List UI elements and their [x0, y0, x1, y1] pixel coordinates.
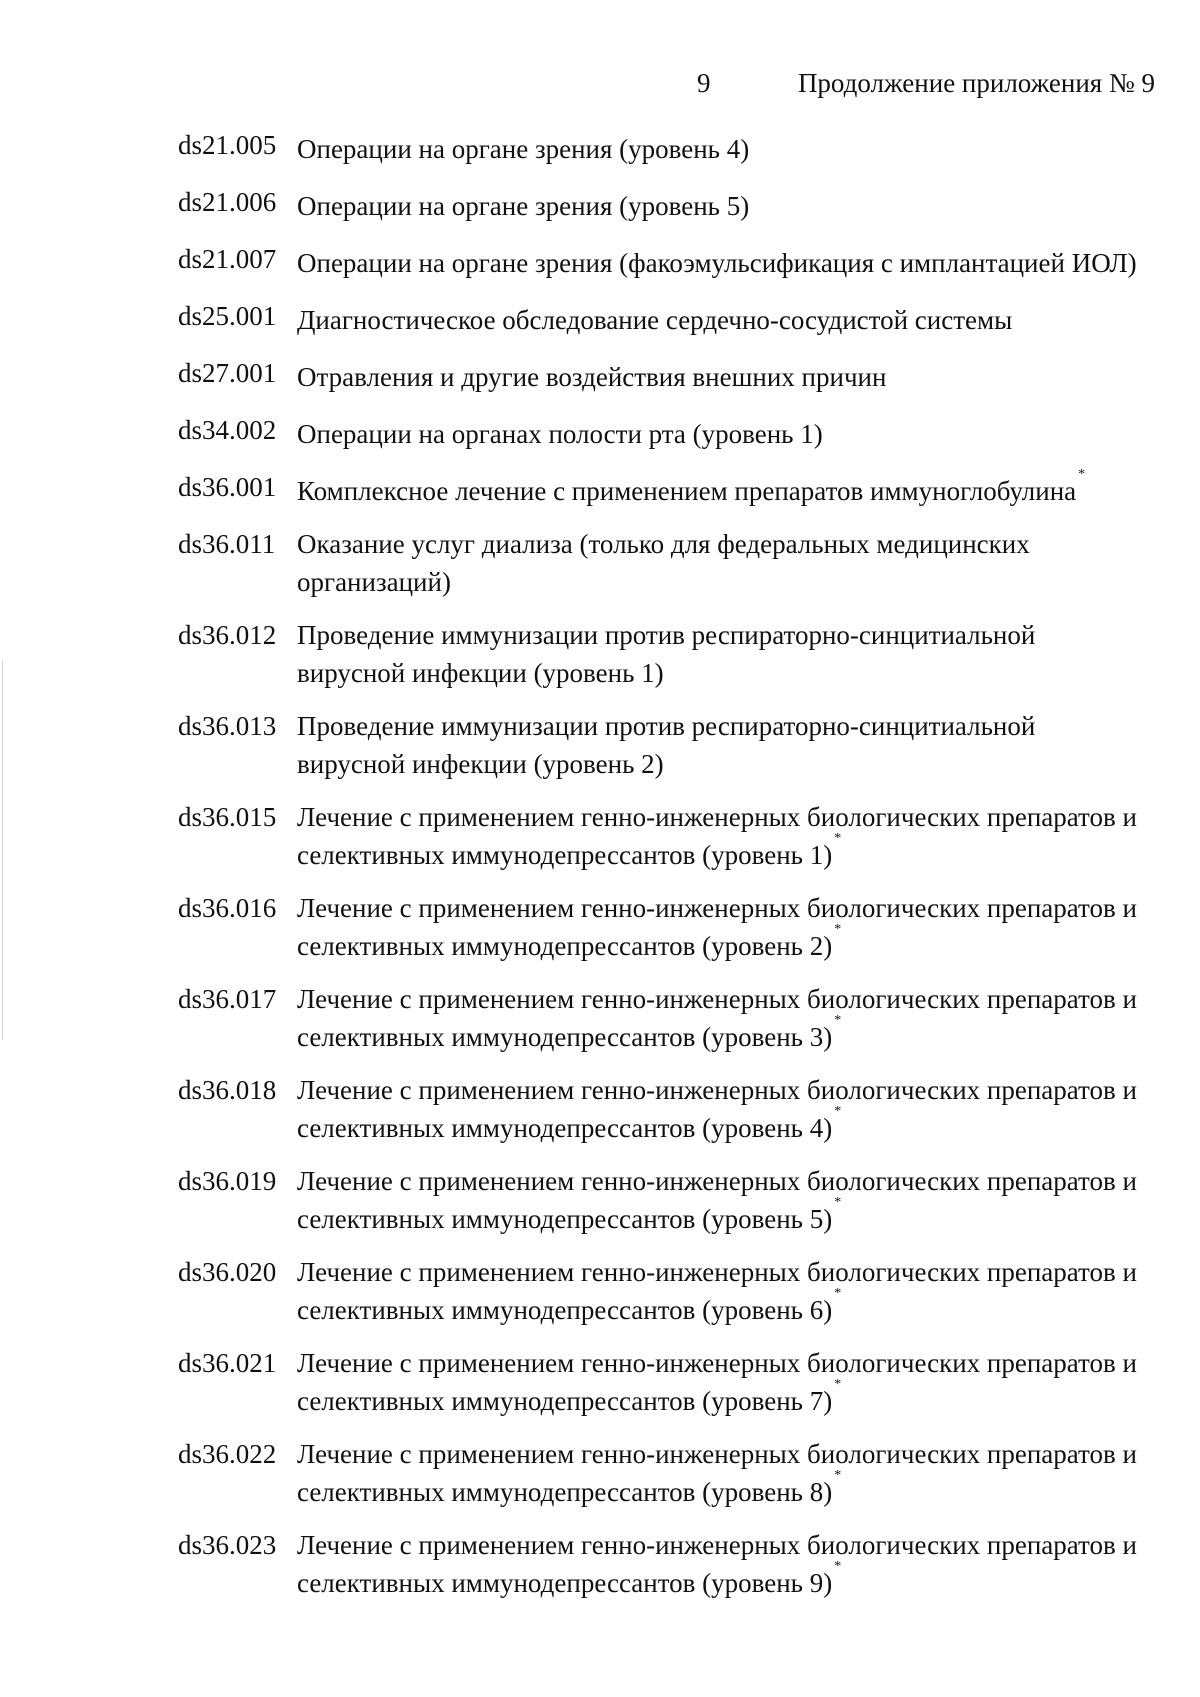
entry-title: Лечение с применением генно-инженерных биологических препаратов и селективных иммунодепрессантов (уровень 7)*	[297, 1348, 1137, 1416]
entry-code: ds36.020	[178, 1257, 277, 1287]
entry-code: ds27.001	[178, 358, 277, 388]
footnote-marker: *	[1078, 467, 1086, 482]
entry-code: ds36.015	[178, 802, 277, 832]
entry-title: Проведение иммунизации против респираторно-синцитиальной вирусной инфекции (уровень 2)	[297, 711, 1036, 779]
page-number: 9	[697, 68, 711, 98]
footnote-marker: *	[834, 1013, 842, 1028]
entry-title: Проведение иммунизации против респираторно-синцитиальной вирусной инфекции (уровень 1)	[297, 620, 1036, 688]
footnote-marker: *	[834, 1559, 842, 1574]
entry-title: Лечение с применением генно-инженерных биологических препаратов и селективных иммунодепрессантов (уровень 5)*	[297, 1166, 1137, 1234]
entry-code: ds36.023	[178, 1530, 277, 1560]
footnote-marker: *	[834, 1104, 842, 1119]
list-item	[178, 709, 1158, 781]
list-item	[178, 242, 1158, 280]
entry-code: ds36.016	[178, 893, 277, 923]
footnote-marker: *	[834, 831, 842, 846]
entry-title: Лечение с применением генно-инженерных биологических препаратов и селективных иммунодепрессантов (уровень 3)*	[297, 984, 1137, 1052]
list-item	[178, 128, 1158, 166]
entry-title: Лечение с применением генно-инженерных биологических препаратов и селективных иммунодепрессантов (уровень 2)*	[297, 893, 1137, 961]
entry-code: ds34.002	[178, 415, 277, 445]
entry-code: ds21.007	[178, 244, 277, 274]
entry-title: Комплексное лечение с применением препаратов иммуноглобулина*	[297, 467, 1086, 506]
footnote-marker: *	[834, 1286, 842, 1301]
footnote-marker: *	[834, 1468, 842, 1483]
entry-list	[178, 128, 1158, 1619]
entry-title: Лечение с применением генно-инженерных биологических препаратов и селективных иммунодепрессантов (уровень 9)*	[297, 1530, 1137, 1598]
entry-title: Операции на органе зрения (факоэмульсификация с имплантацией ИОЛ)	[297, 248, 1137, 278]
entry-code: ds36.022	[178, 1439, 277, 1469]
list-item	[178, 982, 1158, 1054]
entry-title: Лечение с применением генно-инженерных биологических препаратов и селективных иммунодепрессантов (уровень 8)*	[297, 1439, 1137, 1507]
entry-title: Лечение с применением генно-инженерных биологических препаратов и селективных иммунодепрессантов (уровень 6)*	[297, 1257, 1137, 1325]
entry-code: ds36.018	[178, 1075, 277, 1105]
entry-code: ds36.021	[178, 1348, 277, 1378]
entry-title: Лечение с применением генно-инженерных биологических препаратов и селективных иммунодепрессантов (уровень 1)*	[297, 802, 1137, 870]
entry-title: Оказание услуг диализа (только для федеральных медицинских организаций)	[297, 529, 1030, 597]
header-title: Продолжение приложения № 9	[797, 68, 1155, 98]
entry-code: ds36.019	[178, 1166, 277, 1196]
entry-title: Операции на органе зрения (уровень 4)	[297, 134, 750, 164]
list-item	[178, 891, 1158, 963]
footnote-marker: *	[834, 1195, 842, 1210]
entry-title: Отравления и другие воздействия внешних причин	[297, 362, 887, 392]
entry-title: Диагностическое обследование сердечно-сосудистой системы	[297, 305, 1013, 335]
footnote-marker: *	[834, 1377, 842, 1392]
entry-code: ds36.017	[178, 984, 277, 1014]
list-item	[178, 527, 1158, 599]
entry-code: ds36.012	[178, 620, 277, 650]
list-item	[178, 356, 1158, 394]
list-item	[178, 1437, 1158, 1509]
entry-title: Операции на органах полости рта (уровень 1)	[297, 419, 823, 449]
list-item	[178, 1073, 1158, 1145]
entry-code: ds25.001	[178, 301, 277, 331]
list-item	[178, 1528, 1158, 1600]
list-item	[178, 1164, 1158, 1236]
page-header	[0, 68, 1200, 108]
list-item	[178, 800, 1158, 872]
list-item	[178, 299, 1158, 337]
list-item	[178, 1346, 1158, 1418]
entry-code: ds21.005	[178, 130, 277, 160]
scan-edge-shadow	[2, 660, 3, 1040]
list-item	[178, 185, 1158, 223]
list-item	[178, 1255, 1158, 1327]
entry-title: Лечение с применением генно-инженерных биологических препаратов и селективных иммунодепрессантов (уровень 4)*	[297, 1075, 1137, 1143]
entry-title: Операции на органе зрения (уровень 5)	[297, 191, 750, 221]
list-item	[178, 618, 1158, 690]
list-item	[178, 413, 1158, 451]
entry-code: ds21.006	[178, 187, 277, 217]
list-item	[178, 467, 1158, 508]
entry-code: ds36.013	[178, 711, 277, 741]
entry-code: ds36.011	[178, 529, 276, 559]
entry-code: ds36.001	[178, 472, 277, 502]
footnote-marker: *	[834, 922, 842, 937]
